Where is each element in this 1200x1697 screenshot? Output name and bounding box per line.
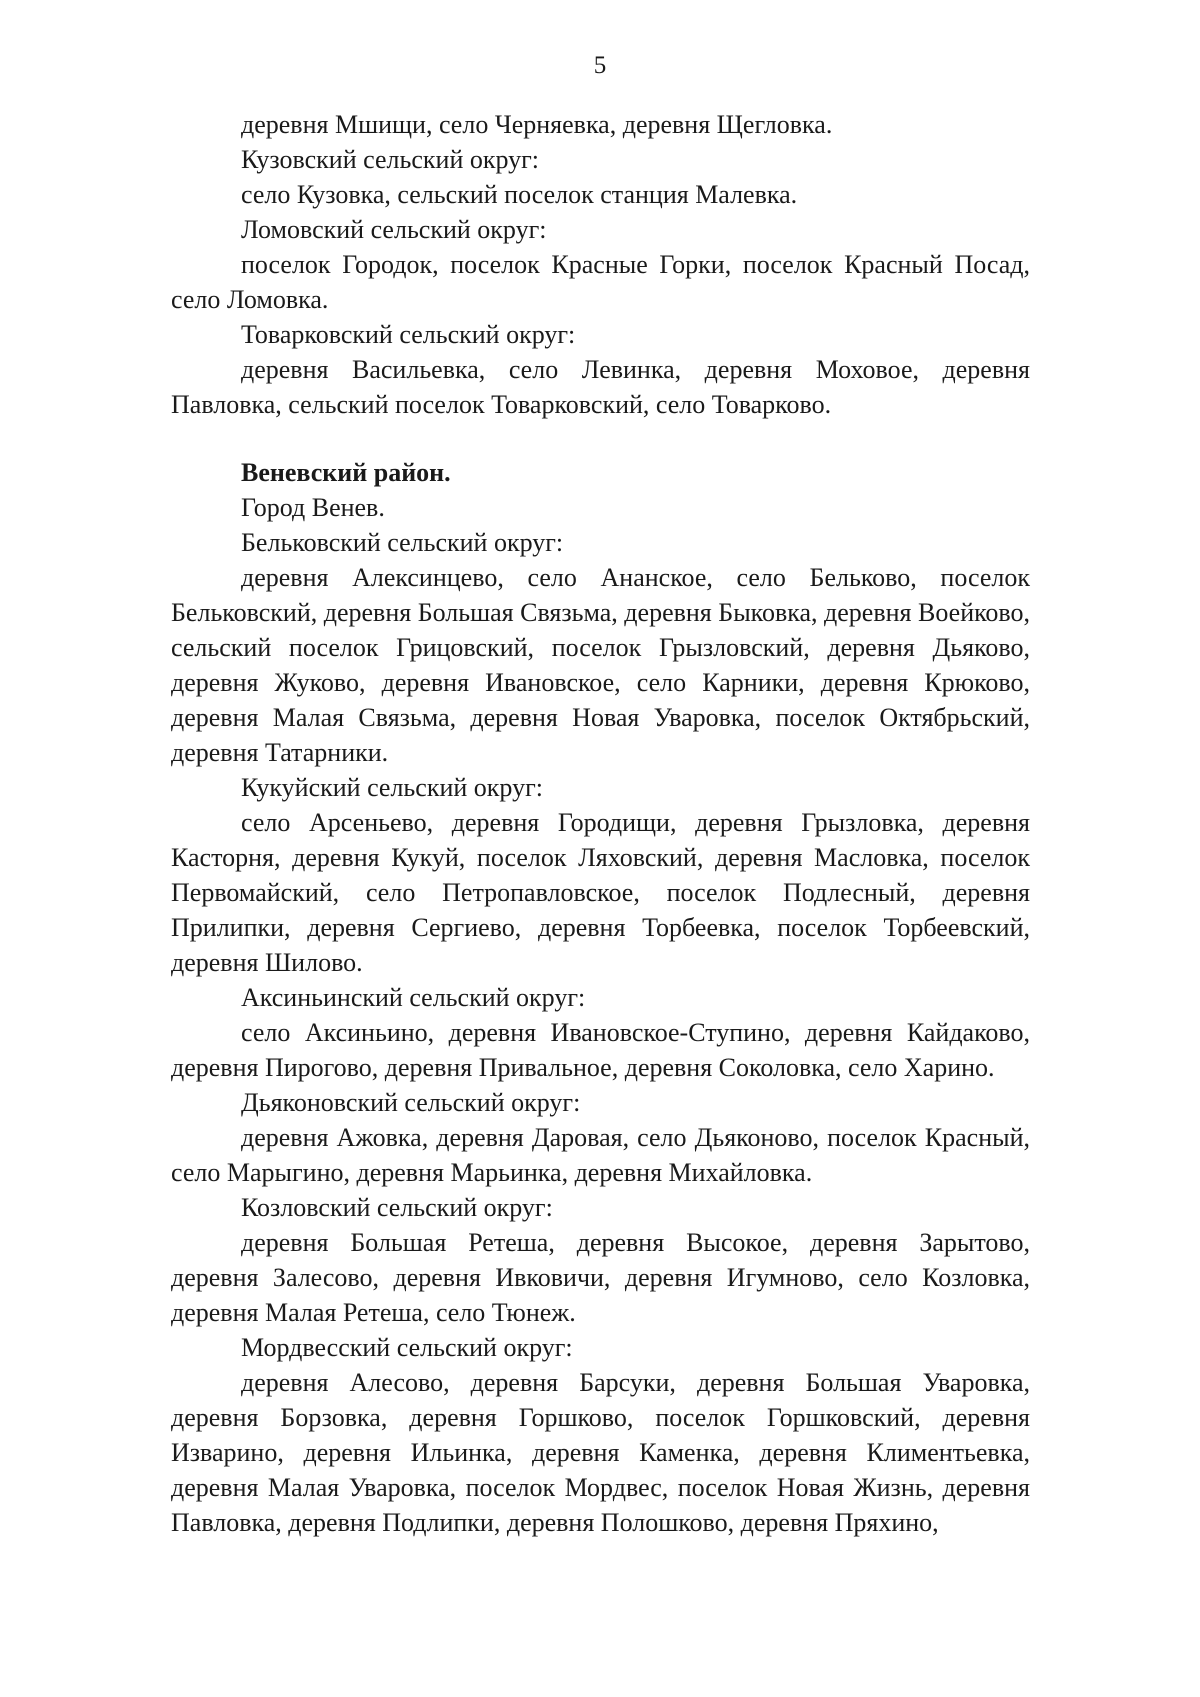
lomovsky-district-list: поселок Городок, поселок Красные Горки, поселок Красный Посад, село Ломовка. (171, 250, 1030, 314)
village-list-continuation: деревня Мшищи, село Черняевка, деревня Щегловка. (241, 110, 833, 139)
venevsky-district-heading: Веневский район. (241, 458, 451, 487)
page-number: 5 (593, 52, 607, 79)
aksininsky-district-title: Аксиньинский сельский округ: (241, 983, 586, 1012)
dyakonovsky-district-list: деревня Ажовка, деревня Даровая, село Дьяконово, поселок Красный, село Марыгино, деревня Марьинка, деревня Михайловка. (171, 1123, 1030, 1187)
section-gap (171, 422, 1030, 455)
mordvessky-district-list: деревня Алесово, деревня Барсуки, деревня Большая Уваровка, деревня Борзовка, деревня Горшково, поселок Горшковский, деревня Изварино, деревня Ильинка, деревня Каменка, деревня Климентьевка, деревня Малая Уваровка, поселок Мордвес, поселок Новая Жизнь, деревня Павловка, деревня Подлипки, деревня Полошково, деревня Пряхино, (171, 1368, 1030, 1537)
tovarkovsky-district-title: Товарковский сельский округ: (241, 320, 576, 349)
kuzovsky-district-title: Кузовский сельский округ: (241, 145, 540, 174)
kuzovsky-district-list: село Кузовка, сельский поселок станция Малевка. (241, 180, 798, 209)
kukuisky-district-title: Кукуйский сельский округ: (241, 773, 543, 802)
mordvessky-district-title: Мордвесский сельский округ: (241, 1333, 573, 1362)
tovarkovsky-district-list: деревня Васильевка, село Левинка, деревня Моховое, деревня Павловка, сельский поселок Товарковский, село Товарково. (171, 355, 1030, 419)
aksininsky-district-list: село Аксиньино, деревня Ивановское-Ступино, деревня Кайдаково, деревня Пирогово, деревня Привальное, деревня Соколовка, село Харино. (171, 1018, 1030, 1082)
kozlovsky-district-list: деревня Большая Ретеша, деревня Высокое, деревня Зарытово, деревня Залесово, деревня Ивковичи, деревня Игумново, село Козловка, деревня Малая Ретеша, село Тюнеж. (171, 1228, 1030, 1327)
belkovsky-district-list: деревня Алексинцево, село Ананское, село Бельково, поселок Бельковский, деревня Большая Связьма, деревня Быковка, деревня Воейково, сельский поселок Грицовский, поселок Грызловский, деревня Дьяково, деревня Жуково, деревня Ивановское, село Карники, деревня Крюково, деревня Малая Связьма, деревня Новая Уваровка, поселок Октябрьский, деревня Татарники. (171, 563, 1031, 767)
belkovsky-district-title: Бельковский сельский округ: (241, 528, 564, 557)
lomovsky-district-title: Ломовский сельский округ: (241, 215, 547, 244)
kukuisky-district-list: село Арсеньево, деревня Городищи, деревня Грызловка, деревня Касторня, деревня Кукуй, поселок Ляховский, деревня Масловка, поселок Первомайский, село Петропавловское, поселок Подлесный, деревня Прилипки, деревня Сергиево, деревня Торбеевка, поселок Торбеевский, деревня Шилово. (171, 808, 1030, 977)
dyakonovsky-district-title: Дьяконовский сельский округ: (241, 1088, 581, 1117)
venev-city: Город Венев. (241, 493, 385, 522)
document-body (171, 107, 1030, 1540)
kozlovsky-district-title: Козловский сельский округ: (241, 1193, 553, 1222)
